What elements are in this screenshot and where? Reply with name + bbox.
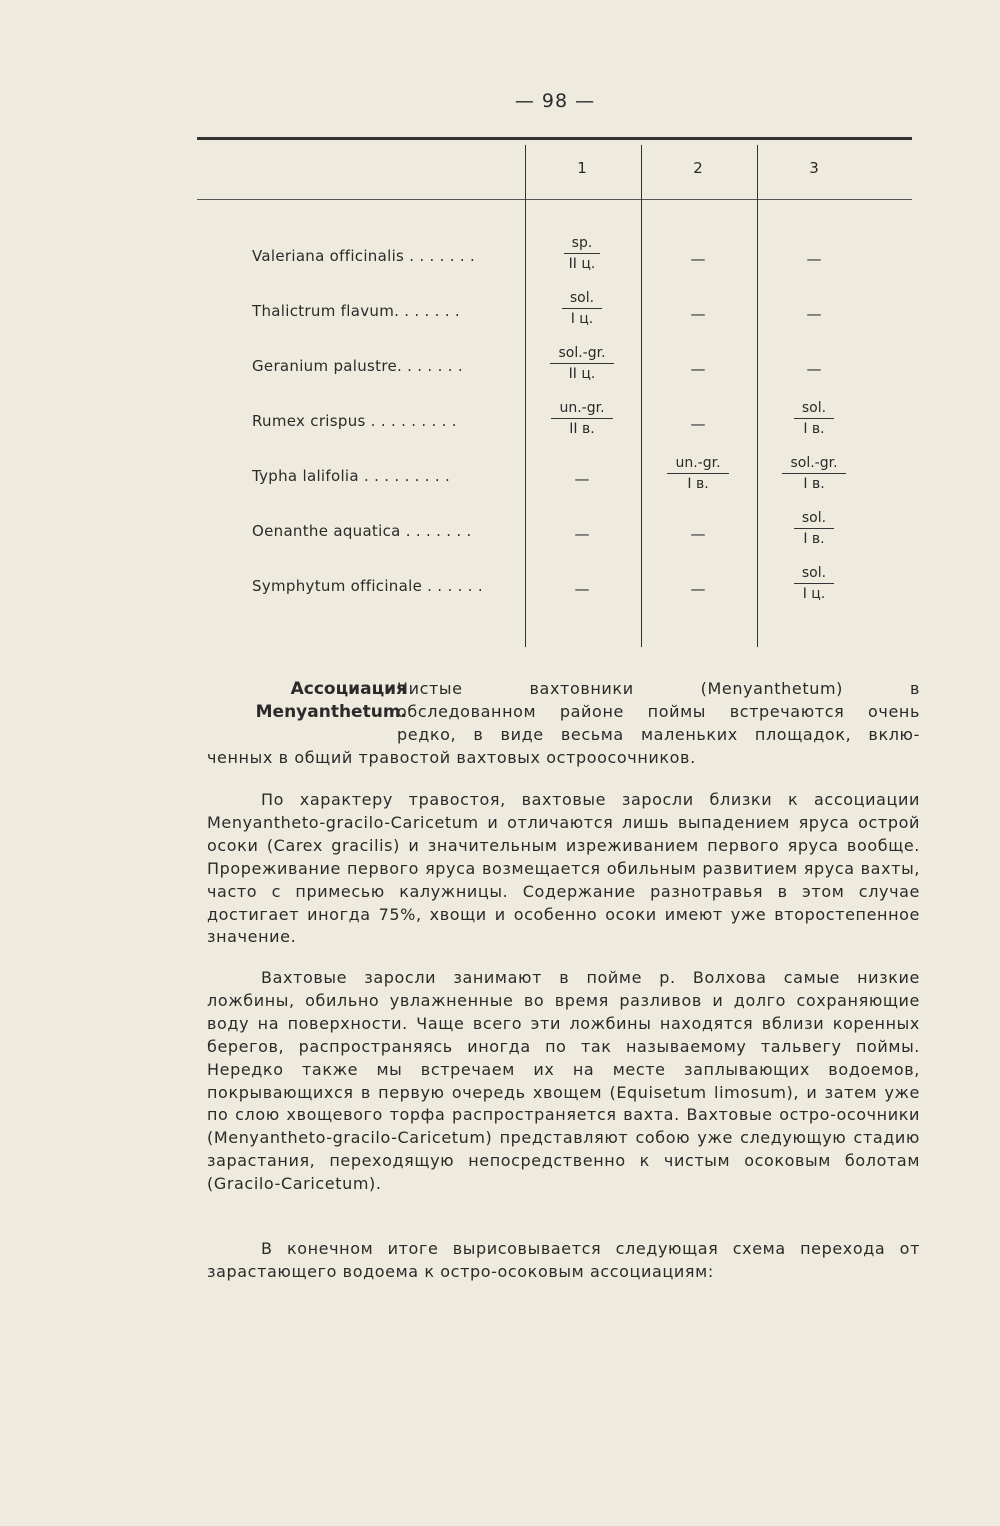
column-header: 2	[693, 159, 703, 177]
table-cell	[527, 509, 637, 559]
table-cell	[643, 289, 753, 339]
species-name: Typha lalifolia . . . . . . . . .	[252, 467, 451, 485]
abundance-fraction	[667, 454, 728, 495]
table-row	[197, 564, 912, 614]
abundance-value: un.-gr.	[551, 399, 612, 419]
table-cell	[527, 564, 637, 614]
paragraph-3: Вахтовые заросли занимают в пойме р. Волхова самые низкие ложбины, обильно увлажненные во время разливов и долго сохраняющие воду на поверхности. Чаще всего эти ложбины находятся вблизи коренных берегов, распространяясь иногда по так называемому тальвегу поймы. Нередко также мы встречаем их на месте заплывающих водоемов, покрывающихся в первую очередь хвощем (Equisetum limosum), и затем уже по слою хвощевого торфа распространяется вахта. Вахтовые остро-осочники (Menyantheto-gracilo-Caricetum) представляют собою уже следующую стадию зарастания, переходящую непосредственно к чистым осоковым болотам (Gracilo-Caricetum).	[207, 968, 920, 1194]
table-header-rule	[197, 199, 912, 200]
abundance-value: sol.	[794, 509, 834, 529]
section-heading: Ассоциация Menyanthetum.	[255, 679, 407, 722]
table-cell	[643, 399, 753, 449]
column-header: 1	[577, 159, 587, 177]
abundance-value: sol.-gr.	[550, 344, 613, 364]
table-cell	[527, 344, 637, 385]
layer-value: II ц.	[568, 256, 596, 272]
table-row	[197, 234, 912, 284]
table-cell	[643, 509, 753, 559]
table-cell	[759, 234, 869, 284]
abundance-value: sol.-gr.	[782, 454, 845, 474]
empty-dash: —	[690, 415, 706, 433]
paragraph-line: Чистые вахтовники (Menyanthetum) в	[397, 679, 920, 698]
layer-value: I в.	[803, 421, 825, 437]
empty-dash: —	[690, 360, 706, 378]
layer-value: I в.	[687, 476, 709, 492]
table-cell	[643, 234, 753, 284]
abundance-value: sp.	[564, 234, 601, 254]
table-cell	[643, 454, 753, 495]
abundance-fraction	[782, 454, 845, 495]
abundance-fraction	[794, 564, 834, 605]
empty-dash: —	[574, 525, 590, 543]
abundance-value: un.-gr.	[667, 454, 728, 474]
empty-dash: —	[574, 580, 590, 598]
table-cell	[527, 289, 637, 330]
species-name: Oenanthe aquatica . . . . . . .	[252, 522, 472, 540]
table-cell	[527, 399, 637, 440]
page-number: — 98 —	[514, 90, 596, 112]
layer-value: I в.	[803, 476, 825, 492]
empty-dash: —	[574, 470, 590, 488]
table-row	[197, 454, 912, 504]
paragraph-4: В конечном итоге вырисовывается следующая схема перехода от зарастающего водоема к остро-осоковым ассоциациям:	[207, 1239, 920, 1281]
species-name: Thalictrum flavum. . . . . . .	[252, 302, 460, 320]
abundance-fraction	[551, 399, 612, 440]
table-cell	[759, 344, 869, 394]
paragraph-line: обследованном районе поймы встречаются очень	[397, 701, 920, 721]
abundance-value: sol.	[794, 399, 834, 419]
abundance-fraction	[564, 234, 601, 275]
table-cell	[527, 234, 637, 275]
empty-dash: —	[690, 525, 706, 543]
empty-dash: —	[690, 250, 706, 268]
layer-value: II ц.	[568, 366, 596, 382]
empty-dash: —	[806, 250, 822, 268]
empty-dash: —	[806, 360, 822, 378]
abundance-value: sol.	[562, 289, 602, 309]
abundance-fraction	[562, 289, 602, 330]
species-table	[197, 137, 912, 647]
abundance-value: sol.	[794, 564, 834, 584]
table-top-rule	[197, 137, 912, 140]
table-cell	[527, 454, 637, 504]
paragraph-1	[207, 678, 920, 770]
table-row	[197, 344, 912, 394]
paragraph-line: редко, в виде весьма маленьких площадок, вклю-	[397, 724, 920, 744]
layer-value: I ц.	[570, 311, 594, 327]
table-cell	[759, 289, 869, 339]
table-cell	[759, 564, 869, 605]
species-name: Rumex crispus . . . . . . . . .	[252, 412, 457, 430]
species-name: Symphytum officinale . . . . . .	[252, 577, 483, 595]
paragraph-line: ченных в общий травостой вахтовых острoосочников.	[207, 747, 696, 767]
table-row	[197, 399, 912, 449]
species-name: Valeriana officinalis . . . . . . .	[252, 247, 476, 265]
layer-value: I в.	[803, 531, 825, 547]
layer-value: II в.	[569, 421, 595, 437]
table-cell	[759, 399, 869, 440]
table-cell	[643, 564, 753, 614]
table-row	[197, 289, 912, 339]
abundance-fraction	[794, 509, 834, 550]
table-cell	[643, 344, 753, 394]
empty-dash: —	[806, 305, 822, 323]
species-name: Geranium palustre. . . . . . .	[252, 357, 463, 375]
column-header: 3	[809, 159, 819, 177]
abundance-fraction	[550, 344, 613, 385]
layer-value: I ц.	[802, 586, 826, 602]
empty-dash: —	[690, 580, 706, 598]
table-row	[197, 509, 912, 559]
table-cell	[759, 509, 869, 550]
paragraph-2: По характеру травостоя, вахтовые заросли близки к ассоциации Menyantheto-gracilo-Caricetum и отличаются лишь выпадением яруса острой осоки (Carex gracilis) и значительным изреживанием первого яруса вообще. Прореживание первого яруса возмещается обильным развитием яруса вахты, часто с примесью калужницы. Содержание разнотравья в этом случае достигает иногда 75%, хвощи и особенно осоки имеют уже второстепенное значение.	[207, 790, 920, 947]
abundance-fraction	[794, 399, 834, 440]
table-cell	[759, 454, 869, 495]
empty-dash: —	[690, 305, 706, 323]
